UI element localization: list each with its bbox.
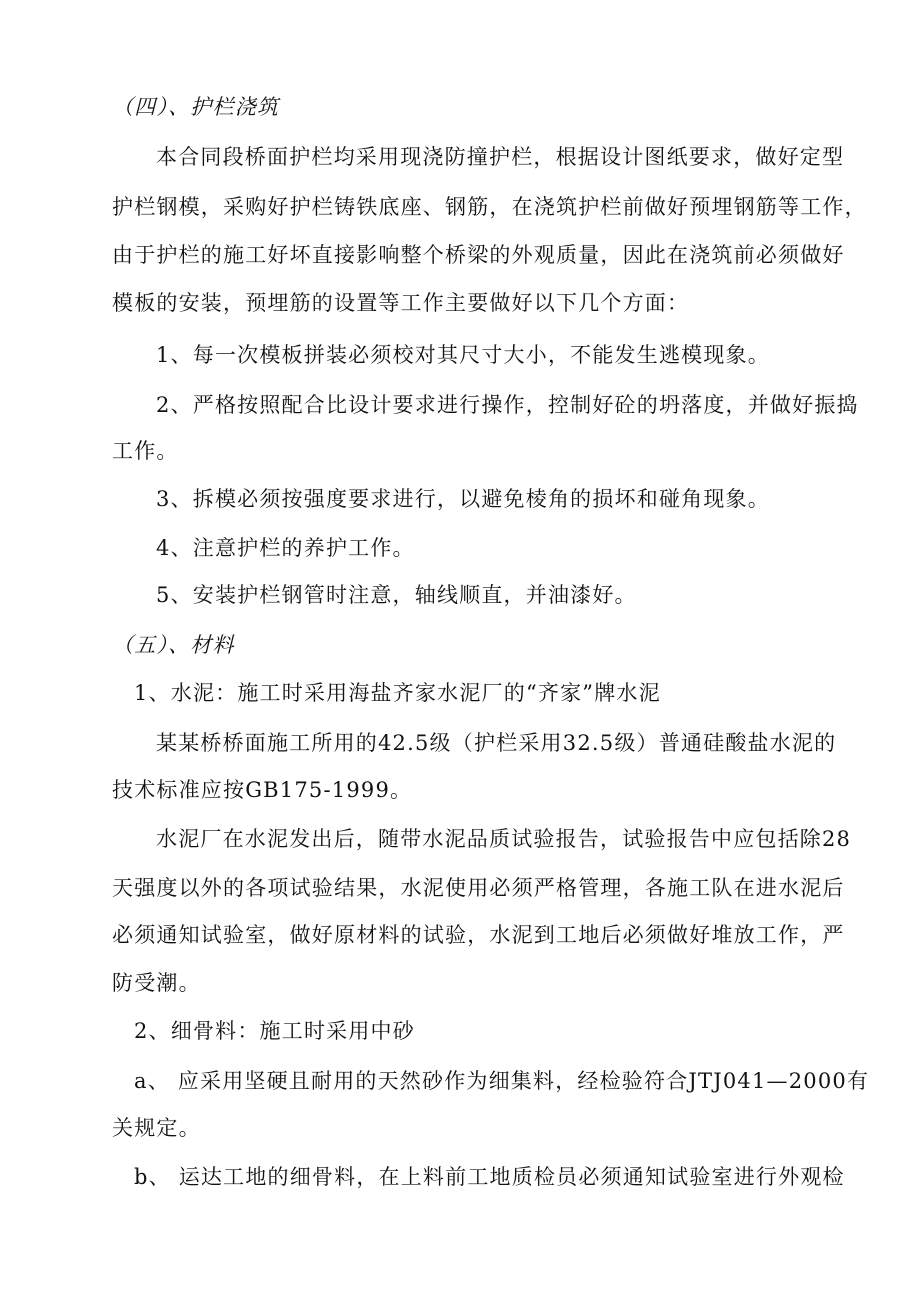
- paragraph-line: 水泥厂在水泥发出后，随带水泥品质试验报告，试验报告中应包括除28: [156, 827, 852, 851]
- paragraph-line: 天强度以外的各项试验结果，水泥使用必须严格管理，各施工队在进水泥后: [112, 876, 845, 900]
- list-item-2: 2、严格按照配合比设计要求进行操作，控制好砼的坍落度，并做好振捣: [156, 393, 859, 417]
- paragraph-line: 护栏钢模，采购好护栏铸铁底座、钢筋，在浇筑护栏前做好预埋钢筋等工作，: [112, 195, 867, 219]
- list-item-b: b、 运达工地的细骨料，在上料前工地质检员必须通知试验室进行外观检: [134, 1165, 845, 1189]
- list-item-2-continuation: 工作。: [112, 439, 179, 463]
- section-heading-guardrail-pouring: （四）、护栏浇筑: [112, 95, 280, 119]
- paragraph-line: 某某桥桥面施工所用的42.5级（护栏采用32.5级）普通硅酸盐水泥的: [156, 731, 837, 755]
- list-item-4: 4、注意护栏的养护工作。: [156, 536, 415, 560]
- paragraph-line: 必须通知试验室，做好原材料的试验，水泥到工地后必须做好堆放工作，严: [112, 923, 845, 947]
- paragraph-line: 技术标准应按GB175-1999。: [112, 778, 413, 802]
- list-item-a: a、 应采用坚硬且耐用的天然砂作为细集料，经检验符合JTJ041—2000有: [134, 1069, 870, 1093]
- list-item-5: 5、安装护栏钢管时注意，轴线顺直，并油漆好。: [156, 583, 637, 607]
- list-item-3: 3、拆模必须按强度要求进行，以避免棱角的损坏和碰角现象。: [156, 487, 770, 511]
- list-item-a-continuation: 关规定。: [112, 1116, 201, 1140]
- paragraph-line: 本合同段桥面护栏均采用现浇防撞护栏，根据设计图纸要求，做好定型: [156, 145, 845, 169]
- section-heading-materials: （五）、材料: [112, 633, 235, 657]
- subheading-fine-aggregate: 2、细骨料：施工时采用中砂: [134, 1019, 415, 1043]
- paragraph-line: 由于护栏的施工好坏直接影响整个桥梁的外观质量，因此在浇筑前必须做好: [112, 243, 845, 267]
- subheading-cement: 1、水泥：施工时采用海盐齐家水泥厂的“齐家”牌水泥: [134, 681, 661, 705]
- paragraph-line: 防受潮。: [112, 971, 201, 995]
- list-item-1: 1、每一次模板拼装必须校对其尺寸大小，不能发生逃模现象。: [156, 343, 770, 367]
- paragraph-line: 模板的安装，预埋筋的设置等工作主要做好以下几个方面：: [112, 291, 690, 315]
